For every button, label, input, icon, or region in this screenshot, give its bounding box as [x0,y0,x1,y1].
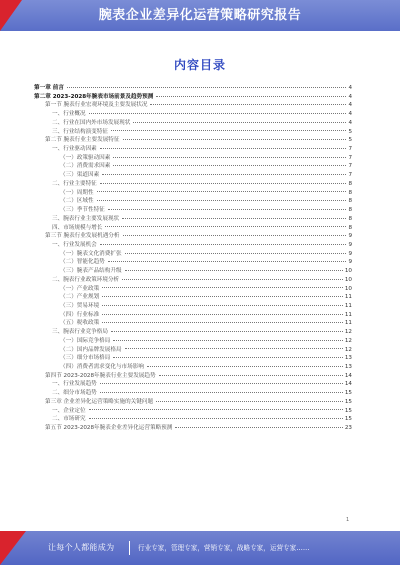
toc-entry[interactable] [34,250,352,259]
toc-entry-text: （三）季节性特征 [60,207,105,214]
toc-leader-dots [133,122,346,123]
toc-entry-page: 8 [348,207,352,214]
toc-entry-page: 8 [348,224,352,231]
toc-entry-text: 一、行业概况 [52,111,86,118]
toc-entry-page: 15 [344,398,352,405]
toc-entry-text: （一）政策驱动因素 [60,154,111,161]
toc-leader-dots [100,244,347,245]
toc-entry-text: 第四节 2023-2028年腕表行业主要发展趋势 [45,372,156,379]
toc-entry-page: 4 [348,111,352,118]
toc-leader-dots [100,183,347,184]
toc-entry-text: 四、市场规模与增长 [52,224,103,231]
toc-entry-page: 15 [344,407,352,414]
toc-entry-page: 4 [348,102,352,109]
toc-entry[interactable] [34,276,352,285]
toc-leader-dots [150,104,346,105]
toc-entry-page: 5 [348,128,352,135]
toc-entry[interactable] [34,389,352,398]
toc-leader-dots [97,200,347,201]
toc-entry[interactable] [34,128,352,137]
toc-leader-dots [102,287,343,288]
toc-leader-dots [102,305,343,306]
toc-entry-text: （三）渠道因素 [60,172,100,179]
toc-entry[interactable] [34,311,352,320]
toc-leader-dots [156,401,343,402]
toc-entry-page: 4 [348,85,352,91]
toc-leader-dots [108,209,347,210]
toc-entry-text: 一、企业定位 [52,407,86,414]
toc-entry-page: 12 [344,337,352,344]
toc-entry[interactable] [34,328,352,337]
footer-slogan: 让每个人都能成为 [48,543,115,552]
toc-entry-page: 13 [344,364,352,370]
toc-entry[interactable] [34,110,352,119]
toc-leader-dots [175,427,343,428]
toc-leader-dots [100,392,343,393]
footer-red-accent [0,531,26,565]
toc-entry-text: 第五节 2023-2028年腕表企业差异化运营策略预测 [45,425,173,432]
toc-leader-dots [111,130,346,131]
toc-entry-text: （一）周期性 [60,189,94,196]
toc-entry-page: 11 [344,294,352,301]
toc-entry[interactable] [34,302,352,311]
toc-leader-dots [102,296,343,297]
toc-entry-page: 4 [348,119,352,126]
toc-entry-text: 一、行业发展趋势 [52,381,97,388]
toc-entry-text: （一）腕表文化消费扩张 [60,250,122,257]
toc-entry[interactable] [34,380,352,389]
toc-entry[interactable] [34,136,352,145]
toc-entry-page: 14 [344,381,352,388]
toc-entry-text: （一）产业政策 [60,285,100,292]
toc-leader-dots [113,157,346,158]
toc-entry-text: 二、市场研究 [52,416,86,423]
toc-entry[interactable] [34,372,352,381]
toc-entry-page: 15 [344,416,352,423]
toc-entry-page: 11 [344,320,352,327]
toc-leader-dots [89,418,343,419]
toc-entry-text: 第一节 腕表行业宏观环境及主要发展状况 [45,102,148,109]
toc-entry-page: 8 [348,189,352,196]
toc-entry-page: 4 [348,93,352,100]
toc-entry-page: 12 [344,346,352,353]
toc-leader-dots [147,366,343,367]
toc-entry-text: 二、行业在国内外市场发展现状 [52,119,131,126]
toc-leader-dots [89,113,347,114]
toc-entry-page: 8 [348,215,352,222]
toc-entry-text: 三、腕表行业竞争格局 [52,329,108,336]
toc-entry-text: （二）智能化趋势 [60,259,105,266]
toc-entry-page: 8 [348,198,352,205]
toc-leader-dots [125,348,343,349]
toc-entry-page: 10 [344,268,352,275]
toc-leader-dots [102,322,343,323]
toc-entry-page: 9 [348,259,352,266]
toc-entry-page: 12 [344,329,352,336]
toc-entry[interactable] [34,189,352,198]
toc-entry[interactable] [34,232,352,241]
toc-entry[interactable] [34,267,352,276]
page-number: 1 [346,517,350,523]
toc-entry-page: 9 [348,241,352,248]
toc-leader-dots [102,314,343,315]
document-title: 腕表企业差异化运营策略研究报告 [98,8,302,23]
toc-entry-text: （五）税收政策 [60,320,100,327]
toc-leader-dots [67,87,347,88]
toc-entry[interactable] [34,285,352,294]
toc-entry-text: 一、行业发展机会 [52,241,97,248]
toc-leader-dots [100,148,347,149]
footer-divider [129,541,130,555]
toc-entry-text: 二、腕表行业政策环境分析 [52,276,120,283]
toc-entry-text: （三）细分市场格局 [60,355,111,362]
toc-entry-page: 7 [348,154,352,161]
toc-entry-text: （二）产业规划 [60,294,100,301]
toc-entry[interactable] [34,398,352,407]
toc-entry-text: （三）贸易环境 [60,302,100,309]
toc-entry-text: 第三章 企业差异化运营策略实施的关键问题 [45,398,154,405]
toc-entry-page: 5 [348,137,352,144]
toc-leader-dots [123,235,347,236]
toc-entry[interactable] [34,354,352,363]
toc-leader-dots [102,174,346,175]
toc-entry-text: 第二节 腕表行业主要发展特征 [45,137,120,144]
toc-entry-text: （二）国内品牌发展格局 [60,346,122,353]
toc-entry-page: 10 [344,276,352,283]
toc-entry-text: 一、行业驱动因素 [52,146,97,153]
toc-entry-page: 9 [348,250,352,257]
toc-leader-dots [89,409,343,410]
toc-leader-dots [100,383,343,384]
toc-entry[interactable] [34,154,352,163]
toc-entry-page: 14 [344,372,352,379]
toc-leader-dots [125,253,347,254]
toc-entry[interactable] [34,180,352,189]
toc-entry[interactable] [34,84,352,93]
toc-entry-text: （一）国际竞争格局 [60,337,111,344]
toc-title: 内容目录 [173,58,226,72]
toc-entry[interactable] [34,93,352,102]
toc-entry-text: 三、行业结构演变特征 [52,128,108,135]
toc-leader-dots [122,279,343,280]
toc-entry-text: （二）区域性 [60,198,94,205]
toc-entry[interactable] [34,415,352,424]
toc-entry-page: 7 [348,146,352,153]
toc-entry[interactable] [34,407,352,416]
toc-leader-dots [159,375,343,376]
toc-entry[interactable] [34,215,352,224]
toc-leader-dots [108,261,347,262]
toc-leader-dots [105,226,346,227]
toc-entry-text: （三）腕表产品结构升级 [60,268,122,275]
toc-leader-dots [113,357,343,358]
toc-entry[interactable] [34,162,352,171]
toc-entry[interactable] [34,293,352,302]
toc-entry-page: 23 [344,425,352,432]
toc-leader-dots [156,96,346,97]
toc-entry-page: 8 [348,180,352,187]
toc-leader-dots [113,340,343,341]
toc-entry[interactable] [34,337,352,346]
toc-entry[interactable] [34,119,352,128]
toc-entry-page: 9 [348,233,352,240]
toc-entry-text: （四）行业标准 [60,311,100,318]
toc-entry[interactable] [34,346,352,355]
toc-entry-page: 15 [344,390,352,397]
toc-entry[interactable] [34,101,352,110]
toc-entry[interactable] [34,224,352,233]
toc-entry-text: 二、细分市场趋势 [52,390,97,397]
table-of-contents [34,84,352,433]
toc-entry[interactable] [34,171,352,180]
toc-entry-text: 三、腕表行业主要发展现状 [52,215,120,222]
footer-expert-list: 行业专家，管理专家，营销专家，战略专家，运营专家…… [138,544,310,552]
toc-leader-dots [97,191,347,192]
toc-leader-dots [122,218,346,219]
toc-entry-page: 7 [348,172,352,179]
toc-entry[interactable] [34,424,352,433]
toc-entry-page: 13 [344,355,352,362]
toc-entry-page: 10 [344,285,352,292]
toc-leader-dots [125,270,343,271]
toc-entry-text: 二、行业主要特征 [52,180,97,187]
toc-entry-text: （二）消费需求因素 [60,163,111,170]
toc-entry-page: 11 [344,302,352,309]
toc-entry[interactable] [34,241,352,250]
toc-entry[interactable] [34,145,352,154]
toc-entry-page: 11 [344,311,352,318]
toc-leader-dots [113,165,346,166]
toc-entry[interactable] [34,258,352,267]
toc-entry-text: 第三节 腕表行业发展机遇分析 [45,233,120,240]
toc-entry-text: 第一章 前言 [34,85,64,91]
toc-entry-text: （四）消费者需求变化与市场影响 [60,364,144,370]
toc-leader-dots [123,139,347,140]
toc-entry[interactable] [34,197,352,206]
toc-entry[interactable] [34,206,352,215]
toc-entry[interactable] [34,319,352,328]
toc-entry-page: 7 [348,163,352,170]
toc-entry-text: 第二章 2023-2028年腕表市场前景及趋势预测 [34,93,154,100]
toc-leader-dots [111,331,343,332]
toc-entry[interactable] [34,363,352,372]
